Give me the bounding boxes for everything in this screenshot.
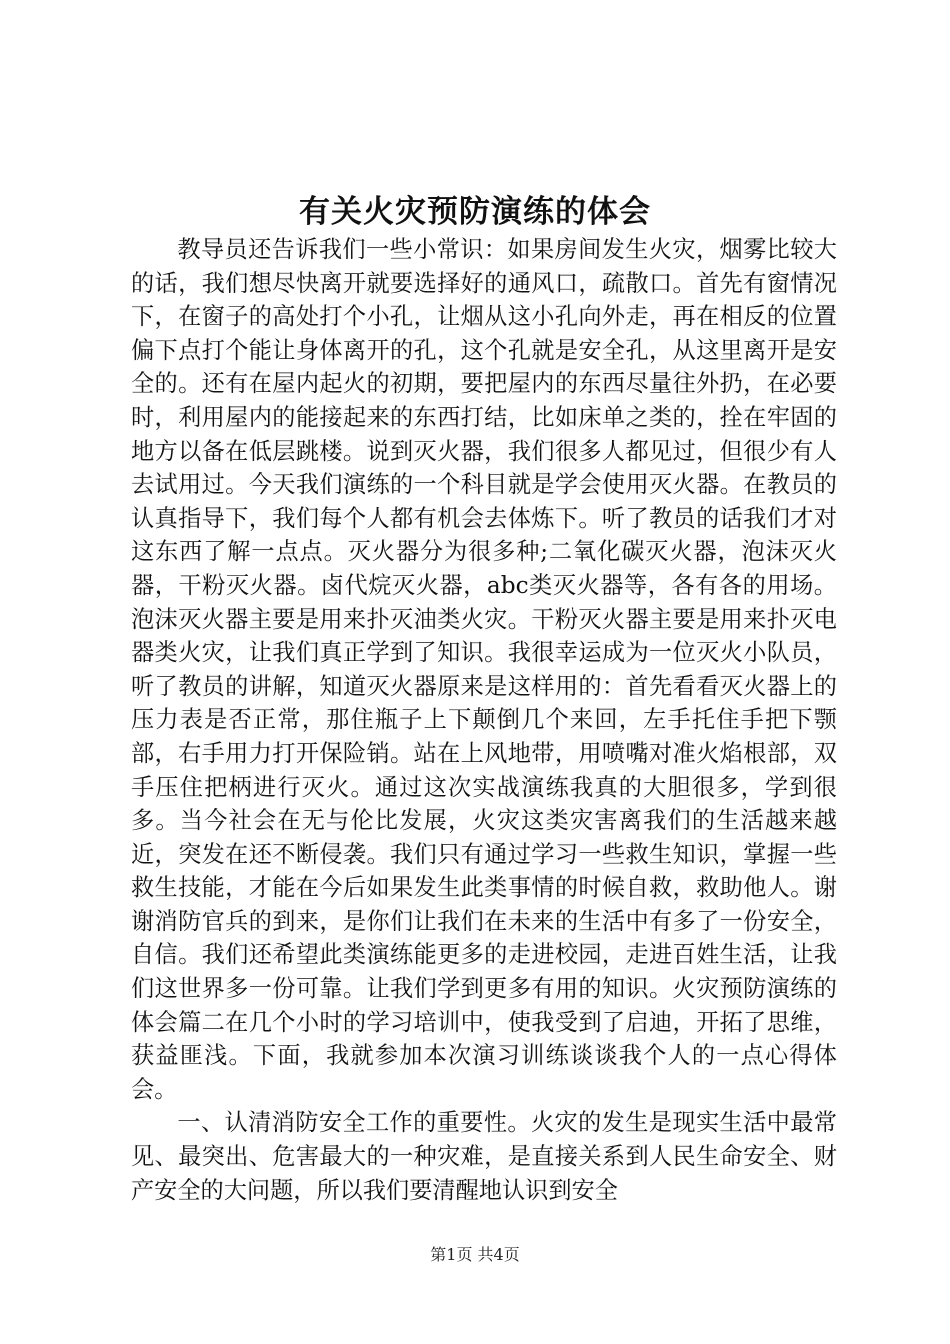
page-indicator: 第1页 共4页	[430, 1245, 520, 1264]
document-title: 有关火灾预防演练的体会	[299, 194, 651, 230]
paragraph: 一、认清消防安全工作的重要性。火灾的发生是现实生活中最常见、最突出、危害最大的一种灾难，是直接关系到人民生命安全、财产安全的大问题，所以我们要清醒地认识到安全	[131, 1109, 837, 1204]
document-body	[131, 233, 837, 1207]
paragraph: 教导员还告诉我们一些小常识：如果房间发生火灾，烟雾比较大的话，我们想尽快离开就要选择好的通风口，疏散口。首先有窗情况下，在窗子的高处打个小孔，让烟从这小孔向外走，再在相反的位置偏下点打个能让身体离开的孔，这个孔就是安全孔，从这里离开是安全的。还有在屋内起火的初期，要把屋内的东西尽量往外扔，在必要时，利用屋内的能接起来的东西打结，比如床单之类的，拴在牢固的地方以备在低层跳楼。说到灭火器，我们很多人都见过，但很少有人去试用过。今天我们演练的一个科目就是学会使用灭火器。在教员的认真指导下，我们每个人都有机会去体炼下。听了教员的话我们才对这东西了解一点点。灭火器分为很多种;二氧化碳灭火器，泡沫灭火器，干粉灭火器。卤代烷灭火器，abc类灭火器等，各有各的用场。泡沫灭火器主要是用来扑灭油类火灾。干粉灭火器主要是用来扑灭电器类火灾，让我们真正学到了知识。我很幸运成为一位灭火小队员，听了教员的讲解，知道灭火器原来是这样用的：首先看看灭火器上的压力表是否正常，那住瓶子上下颠倒几个来回，左手托住手把下颚部，右手用力打开保险销。站在上风地带，用喷嘴对准火焰根部，双手压住把柄进行灭火。通过这次实战演练我真的大胆很多，学到很多。当今社会在无与伦比发展，火灾这类灾害离我们的生活越来越近，突发在还不断侵袭。我们只有通过学习一些救生知识，掌握一些救生技能，才能在今后如果发生此类事情的时候自救，救助他人。谢谢消防官兵的到来，是你们让我们在未来的生活中有多了一份安全，自信。我们还希望此类演练能更多的走进校园，走进百姓生活，让我们这世界多一份可靠。让我们学到更多有用的知识。火灾预防演练的体会篇二在几个小时的学习培训中，使我受到了启迪，开拓了思维，获益匪浅。下面，我就参加本次演习训练谈谈我个人的一点心得体会。	[131, 236, 837, 1103]
